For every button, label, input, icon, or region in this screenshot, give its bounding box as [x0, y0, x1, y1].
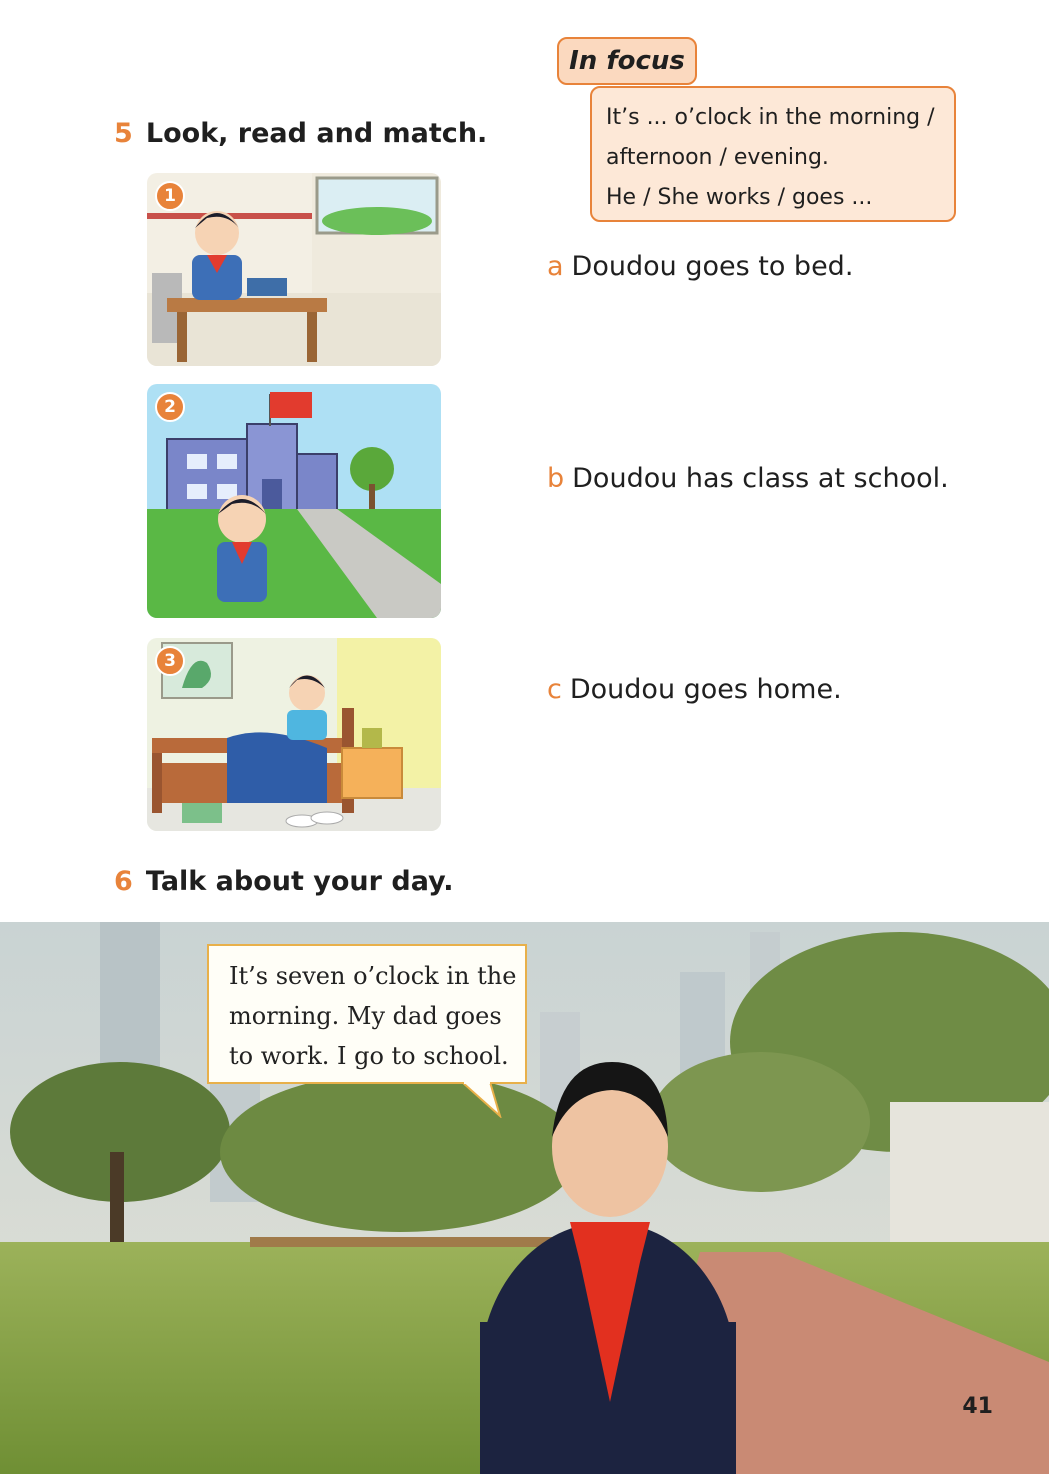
homework-illustration	[147, 173, 441, 366]
picture-panel-2	[147, 384, 441, 618]
speech-bubble-tail	[460, 1082, 510, 1118]
in-focus-box	[590, 86, 956, 222]
school-illustration	[147, 384, 441, 618]
focus-line: He / She works / goes ...	[606, 185, 873, 210]
option-letter: b	[547, 463, 565, 494]
option-text: Doudou goes home.	[569, 674, 842, 705]
option-text: Doudou has class at school.	[572, 463, 949, 494]
option-c	[547, 674, 842, 705]
bubble-line: It’s seven o’clock in the	[229, 962, 517, 990]
focus-line: It’s ... o’clock in the morning /	[606, 105, 935, 130]
option-a	[547, 251, 853, 282]
picture-panel-1	[147, 173, 441, 366]
section-title: Talk about your day.	[145, 866, 454, 897]
focus-line: afternoon / evening.	[606, 145, 829, 170]
option-b	[547, 463, 949, 494]
section-5-heading	[114, 118, 487, 149]
option-letter: c	[547, 674, 562, 705]
panel-number-badge: 2	[155, 392, 185, 422]
speech-bubble	[207, 944, 527, 1084]
bedroom-illustration	[147, 638, 441, 831]
section-number: 6	[114, 866, 133, 897]
bubble-line: morning. My dad goes	[229, 1002, 502, 1030]
bubble-line: to work. I go to school.	[229, 1042, 509, 1070]
panel-number-badge: 3	[155, 646, 185, 676]
section-title: Look, read and match.	[145, 118, 488, 149]
page-number: 41	[962, 1394, 993, 1419]
picture-panel-3	[147, 638, 441, 831]
section-6-heading	[114, 866, 453, 897]
section-number: 5	[114, 118, 133, 149]
panel-number-badge: 1	[155, 181, 185, 211]
option-text: Doudou goes to bed.	[571, 251, 854, 282]
in-focus-tab: In focus	[557, 37, 697, 85]
option-letter: a	[547, 251, 564, 282]
